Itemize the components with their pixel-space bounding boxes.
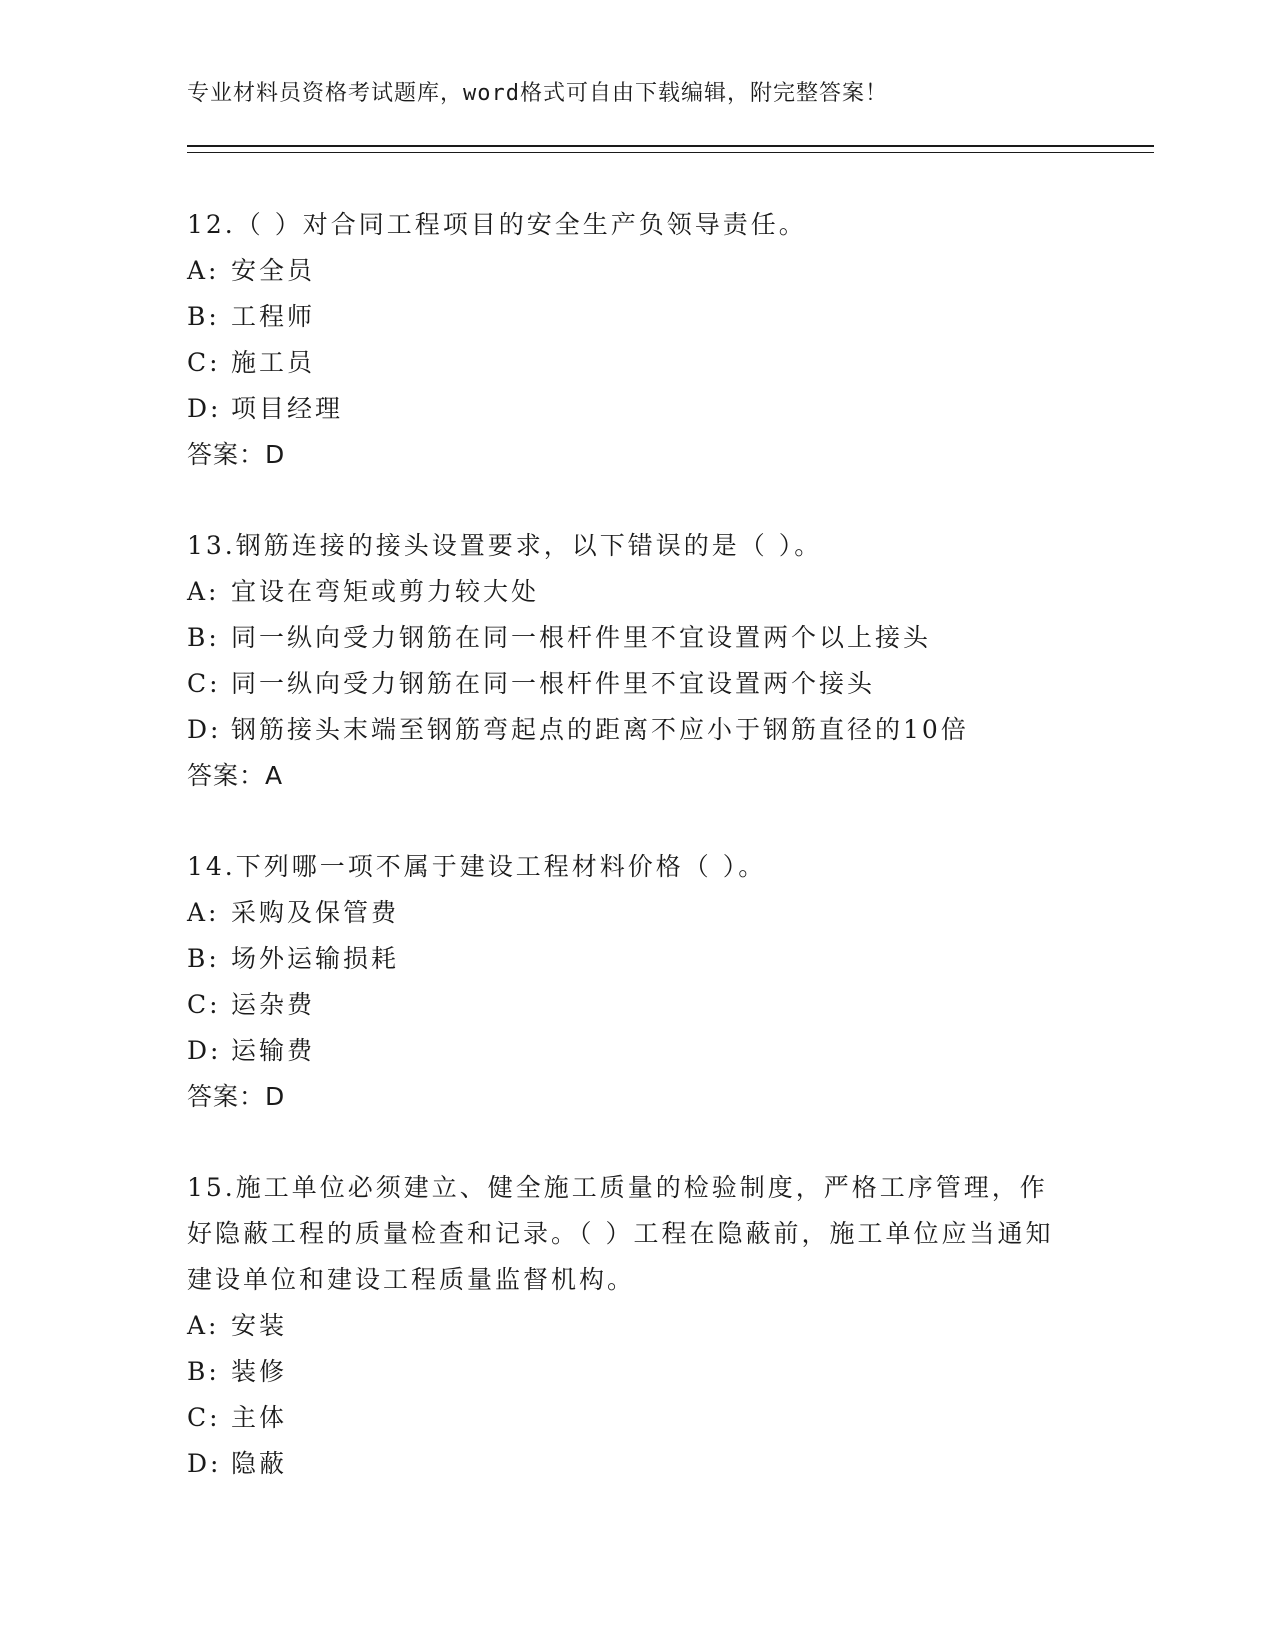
option-text: 主体	[231, 1403, 288, 1432]
option-text: 装修	[231, 1357, 288, 1386]
option-text: 宜设在弯矩或剪力较大处	[231, 577, 540, 606]
option-letter: A:	[187, 256, 220, 285]
option-letter: B:	[187, 302, 220, 331]
option-a	[187, 248, 1067, 294]
option-letter: A:	[187, 577, 220, 606]
option-letter: B:	[187, 623, 220, 652]
question-list	[187, 202, 1067, 1532]
question-stem: 13.钢筋连接的接头设置要求，以下错误的是（ ）。	[187, 531, 823, 560]
option-b	[187, 1349, 1067, 1395]
option-letter: C:	[187, 348, 221, 377]
option-text: 安全员	[231, 256, 316, 285]
option-text: 施工员	[231, 348, 316, 377]
answer-line: 答案：A	[187, 761, 284, 790]
question-stem: 12.（ ）对合同工程项目的安全生产负领导责任。	[187, 210, 807, 239]
option-text: 钢筋接头末端至钢筋弯起点的距离不应小于钢筋直径的10倍	[231, 715, 969, 744]
option-c	[187, 340, 1067, 386]
option-letter: A:	[187, 898, 220, 927]
option-letter: B:	[187, 944, 220, 973]
option-b	[187, 615, 1067, 661]
option-text: 同一纵向受力钢筋在同一根杆件里不宜设置两个以上接头	[231, 623, 932, 652]
option-letter: D:	[187, 715, 222, 744]
option-text: 运输费	[231, 1036, 316, 1065]
option-a	[187, 890, 1067, 936]
option-text: 项目经理	[231, 394, 344, 423]
option-c	[187, 661, 1067, 707]
option-letter: D:	[187, 1036, 222, 1065]
option-letter: C:	[187, 990, 221, 1019]
question-15	[187, 1165, 1067, 1487]
option-letter: C:	[187, 669, 221, 698]
option-c	[187, 982, 1067, 1028]
question-stem: 15.施工单位必须建立、健全施工质量的检验制度，严格工序管理，作好隐蔽工程的质量检查和记录。（ ）工程在隐蔽前，施工单位应当通知建设单位和建设工程质量监督机构。	[187, 1173, 1054, 1294]
header-divider	[187, 145, 1154, 153]
option-text: 隐蔽	[231, 1449, 288, 1478]
option-a	[187, 1303, 1067, 1349]
option-a	[187, 569, 1067, 615]
option-b	[187, 294, 1067, 340]
option-letter: D:	[187, 394, 222, 423]
option-letter: D:	[187, 1449, 222, 1478]
option-d	[187, 1441, 1067, 1487]
option-d	[187, 707, 1067, 753]
option-letter: C:	[187, 1403, 221, 1432]
answer-line: 答案：D	[187, 440, 286, 469]
option-text: 场外运输损耗	[231, 944, 400, 973]
option-letter: A:	[187, 1311, 220, 1340]
option-text: 工程师	[231, 302, 316, 331]
option-d	[187, 1028, 1067, 1074]
option-text: 采购及保管费	[231, 898, 400, 927]
option-text: 同一纵向受力钢筋在同一根杆件里不宜设置两个接头	[231, 669, 876, 698]
question-13	[187, 523, 1067, 799]
answer-line: 答案：D	[187, 1082, 286, 1111]
question-14	[187, 844, 1067, 1120]
option-text: 安装	[231, 1311, 288, 1340]
header-note: 专业材料员资格考试题库，word格式可自由下载编辑，附完整答案！	[187, 81, 888, 106]
option-text: 运杂费	[231, 990, 316, 1019]
question-stem: 14.下列哪一项不属于建设工程材料价格（ ）。	[187, 852, 767, 881]
option-d	[187, 386, 1067, 432]
option-letter: B:	[187, 1357, 220, 1386]
option-b	[187, 936, 1067, 982]
question-12	[187, 202, 1067, 478]
option-c	[187, 1395, 1067, 1441]
